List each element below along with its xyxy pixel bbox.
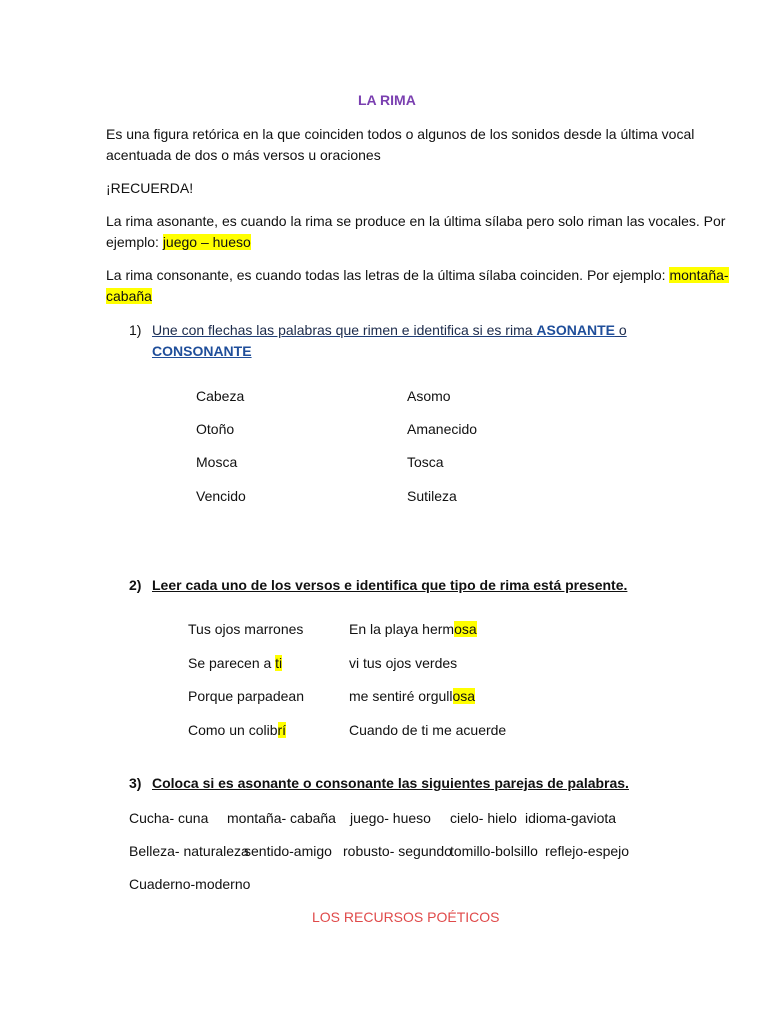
q3-pair: Belleza- naturaleza: [129, 843, 249, 859]
verse-text: Porque parpadean: [188, 688, 304, 704]
q3-pair: juego- hueso: [350, 810, 431, 826]
q2-verse-left: [188, 720, 286, 740]
q3-pair: idioma-gaviota: [525, 810, 617, 826]
q3-pair: cielo- hielo: [450, 810, 517, 826]
q3-pair: Cuaderno-moderno: [129, 876, 251, 892]
q1-asonante: ASONANTE: [536, 322, 615, 338]
asonante-example: juego – hueso: [162, 234, 251, 250]
q3-pair: Cucha- cuna: [129, 810, 209, 826]
verse-highlight: osa: [454, 621, 477, 637]
verse-text: Tus ojos marrones: [188, 621, 304, 637]
q1-or: o: [614, 322, 627, 338]
asonante-definition-line-2: [106, 232, 251, 252]
q1-left-word: Otoño: [196, 421, 235, 437]
consonante-prefix: La rima consonante, es cuando todas las letras de la última sílaba coinciden. Por ejemplo:: [106, 267, 670, 283]
q1-number: 1): [129, 322, 142, 338]
q2-verse-right: [349, 653, 457, 673]
intro-line-1: Es una figura retórica en la que coinciden todos o algunos de los sonidos desde la última vocal: [106, 126, 695, 142]
verse-text: Como un colib: [188, 722, 278, 738]
q2-verse-right: [349, 619, 477, 639]
q2-verse-left: [188, 686, 304, 706]
q3-pair: montaña- cabaña: [227, 810, 336, 826]
verse-highlight: rí: [277, 722, 287, 738]
q1-left-word: Mosca: [196, 454, 238, 470]
verse-text: Cuando de ti me acuerde: [349, 722, 507, 738]
q3-pair: sentido-amigo: [244, 843, 332, 859]
verse-highlight: osa: [452, 688, 476, 704]
verse-text: En la playa herm: [349, 621, 455, 637]
q1-right-word: Sutileza: [407, 488, 457, 504]
asonante-prefix: ejemplo:: [106, 234, 163, 250]
q2-verse-right: [349, 720, 506, 740]
consonante-example-part2: cabaña: [106, 288, 152, 304]
asonante-definition-line-1: La rima asonante, es cuando la rima se produce en la última sílaba pero solo riman las vocales. Por: [106, 213, 726, 229]
consonante-definition-line-2: [106, 286, 152, 306]
q1-consonante: CONSONANTE: [152, 343, 252, 359]
q3-number: 3): [129, 775, 142, 791]
verse-highlight: ti: [275, 655, 283, 671]
section-heading-recursos-poeticos: LOS RECURSOS POÉTICOS: [312, 909, 500, 925]
q2-number: 2): [129, 577, 142, 593]
consonante-example-part1: montaña-: [669, 267, 729, 283]
q1-right-word: Amanecido: [407, 421, 478, 437]
q1-text: [152, 320, 627, 340]
q2-verse-left: [188, 619, 303, 639]
consonante-definition-line-1: [106, 265, 729, 285]
q2-verse-right: [349, 686, 475, 706]
page-title: LA RIMA: [358, 92, 416, 108]
verse-text: me sentiré orgull: [349, 688, 453, 704]
q1-right-word: Asomo: [407, 388, 451, 404]
verse-text: vi tus ojos verdes: [349, 655, 458, 671]
q1-right-word: Tosca: [407, 454, 444, 470]
intro-line-2: acentuada de dos o más versos u oraciones: [106, 147, 381, 163]
q1-left-word: Vencido: [196, 488, 246, 504]
q3-pair: tomillo-bolsillo: [450, 843, 538, 859]
q1-instruction: Une con flechas las palabras que rimen e identifica si es rima: [152, 322, 537, 338]
q2-verse-left: [188, 653, 282, 673]
q2-text: Leer cada uno de los versos e identifica que tipo de rima está presente.: [152, 577, 628, 593]
verse-text: Se parecen a: [188, 655, 276, 671]
q3-text: Coloca si es asonante o consonante las siguientes parejas de palabras.: [152, 775, 629, 791]
q3-pair: reflejo-espejo: [545, 843, 630, 859]
q3-pair: robusto- segundo: [343, 843, 452, 859]
recuerda-heading: ¡RECUERDA!: [106, 180, 194, 196]
q1-left-word: Cabeza: [196, 388, 245, 404]
